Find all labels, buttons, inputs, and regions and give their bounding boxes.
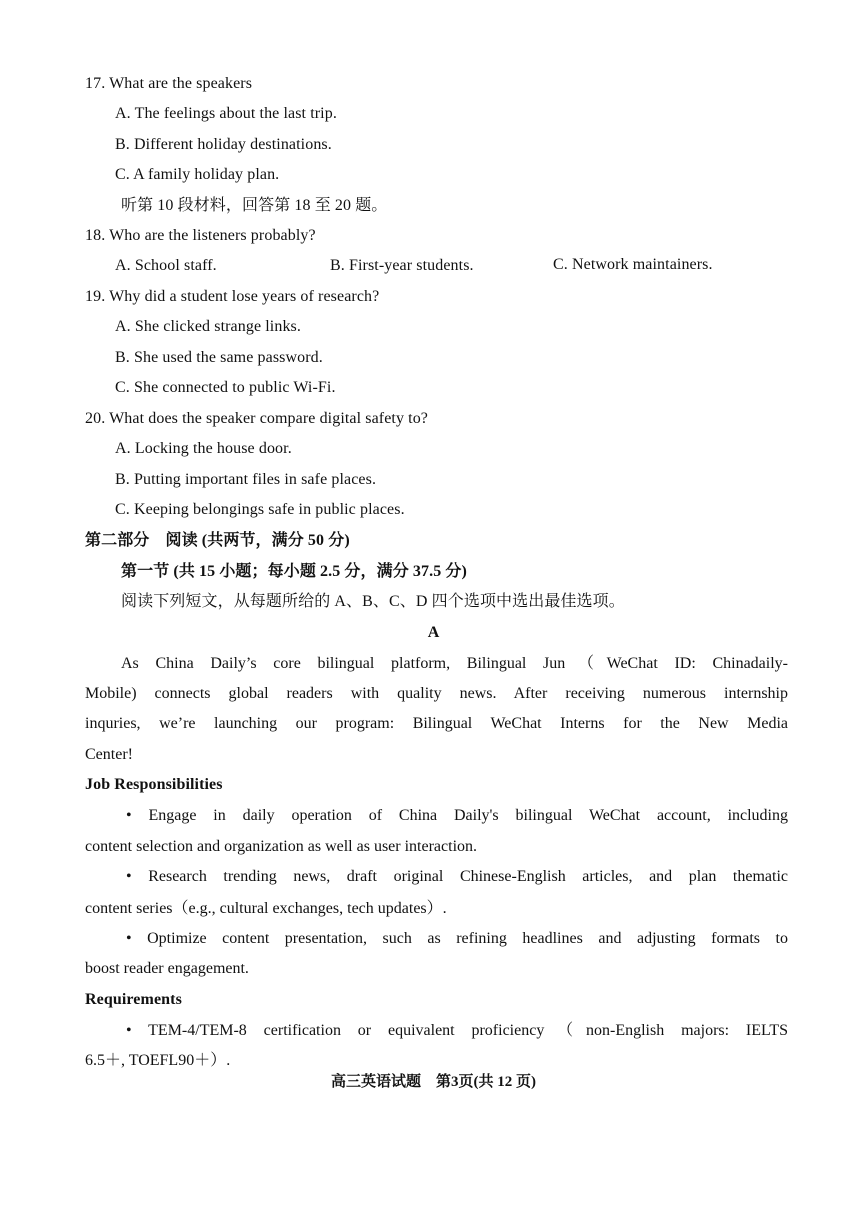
question-19-option-b: B. She used the same password. <box>115 349 323 366</box>
question-20-stem: 20. What does the speaker compare digital safety to? <box>85 410 429 427</box>
question-19-option-c: C. She connected to public Wi-Fi. <box>115 379 336 396</box>
passage-intro-line-1: As China Daily’s core bilingual platform, Bilingual Jun（WeChat ID: Chinadaily- <box>121 655 788 672</box>
job-bullet-3-line-2: boost reader engagement. <box>85 960 249 977</box>
question-18-option-c: C. Network maintainers. <box>553 256 713 273</box>
job-bullet-3-line-1: • Optimize content presentation, such as refining headlines and adjusting formats to <box>126 930 788 947</box>
part-2-title: 第二部分 阅读 (共两节，满分 50 分) <box>85 532 350 549</box>
job-bullet-1-line-2: content selection and organization as well as user interaction. <box>85 838 478 855</box>
question-19-option-a: A. She clicked strange links. <box>115 318 301 335</box>
question-19-stem: 19. Why did a student lose years of research? <box>85 288 380 305</box>
instruction-material-10: 听第 10 段材料，回答第 18 至 20 题。 <box>121 197 388 214</box>
question-20-option-b: B. Putting important files in safe places. <box>115 471 377 488</box>
question-18-option-b: B. First-year students. <box>330 257 474 274</box>
passage-intro-line-2: Mobile) connects global readers with quality news. After receiving numerous internship <box>85 685 788 702</box>
job-bullet-2-line-1: • Research trending news, draft original Chinese-English articles, and plan thematic <box>126 868 788 885</box>
job-bullet-2-line-2: content series（e.g., cultural exchanges, tech updates）. <box>85 900 447 917</box>
question-18-option-a: A. School staff. <box>115 257 217 274</box>
question-18-stem: 18. Who are the listeners probably? <box>85 227 316 244</box>
job-responsibilities-heading: Job Responsibilities <box>85 776 223 793</box>
section-1-title: 第一节 (共 15 小题；每小题 2.5 分，满分 37.5 分) <box>121 563 467 580</box>
page-footer: 高三英语试题 第3页(共 12 页) <box>331 1074 536 1090</box>
question-20-option-c: C. Keeping belongings safe in public places. <box>115 501 405 518</box>
job-bullet-1-line-1: • Engage in daily operation of China Daily's bilingual WeChat account, including <box>126 807 788 824</box>
requirement-bullet-1-line-1: • TEM-4/TEM-8 certification or equivalent proficiency（non-English majors: IELTS <box>126 1022 788 1039</box>
question-20-option-a: A. Locking the house door. <box>115 440 292 457</box>
requirements-heading: Requirements <box>85 991 182 1008</box>
passage-intro-line-3: inquries, we’re launching our program: Bilingual WeChat Interns for the New Media <box>85 715 788 732</box>
passage-intro-line-4: Center! <box>85 746 133 763</box>
question-17-option-a: A. The feelings about the last trip. <box>115 105 337 122</box>
requirement-bullet-1-line-2: 6.5＋, TOEFL90＋）. <box>85 1052 231 1069</box>
passage-label: A <box>427 624 440 641</box>
question-17-stem: 17. What are the speakers <box>85 75 253 92</box>
question-17-option-b: B. Different holiday destinations. <box>115 136 332 153</box>
reading-instruction: 阅读下列短文，从每题所给的 A、B、C、D 四个选项中选出最佳选项。 <box>121 593 625 610</box>
question-17-option-c: C. A family holiday plan. <box>115 166 280 183</box>
